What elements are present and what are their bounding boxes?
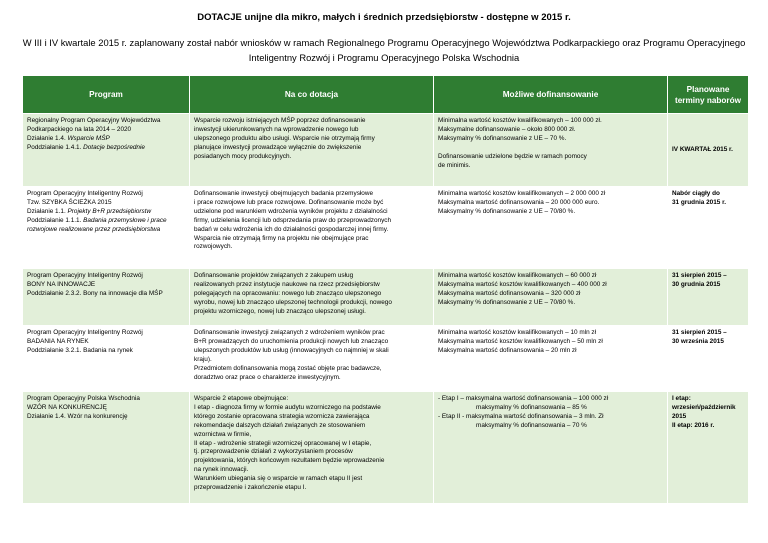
- cell-line: 31 grudnia 2015 r.: [672, 198, 726, 206]
- cell-line: Maksymalna wartość dofinansowania – 20 mln zł: [438, 346, 577, 354]
- grants-table: [22, 75, 749, 504]
- cell-line: 30 września 2015: [672, 337, 724, 345]
- cell-line: posiadanych mocy produkcyjnych.: [194, 152, 292, 160]
- table-header-row: [23, 76, 749, 114]
- purpose-cell: [190, 392, 434, 504]
- cell-line: Dofinansowanie projektów związanych z zakupem usług: [194, 272, 354, 279]
- cell-line: BONY NA INNOWACJE: [27, 280, 96, 288]
- spacer: [438, 144, 663, 153]
- program-cell: [23, 392, 190, 504]
- cell-line: Regionalny Program Operacyjny Województwa: [27, 117, 161, 124]
- funding-cell: [434, 187, 668, 269]
- cell-line: II etap: 2016 r.: [672, 421, 715, 429]
- purpose-cell: [190, 269, 434, 326]
- cell-line: - Etap II - maksymalna wartość dofinansowania – 3 mln. Zł: [438, 412, 604, 420]
- cell-line: badań w celu wdrożenia ich do działalności gospodarczej innej firmy.: [194, 225, 389, 233]
- cell-line: Minimalna wartość kosztów kwalifikowanych – 2 000 000 zł: [438, 190, 606, 197]
- cell-line: Podkarpackiego na lata 2014 – 2020: [27, 125, 132, 133]
- cell-line: Działanie 1.4. Wzór na konkurencję: [27, 412, 128, 420]
- program-cell: [23, 114, 190, 187]
- cell-line: polegających na opracowaniu: nowego lub znacząco ulepszonego: [194, 289, 382, 297]
- cell-line: [27, 144, 185, 153]
- cell-line: którego zostanie opracowana strategia wzornicza zawierająca: [194, 412, 370, 420]
- header-schedule-line-2: terminy naborów: [675, 95, 741, 105]
- header-schedule: [668, 76, 749, 114]
- cell-line: udzielone pod warunkiem wdrożenia wyników projektu z działalności: [194, 207, 388, 215]
- schedule-cell: [668, 187, 749, 269]
- cell-line: Dofinansowanie inwestycji związanych z wdrożeniem wyników prac: [194, 329, 385, 336]
- cell-line: de minimis.: [438, 161, 471, 169]
- cell-line: doradztwo oraz prace o charakterze inwestycyjnym.: [194, 373, 341, 381]
- cell-line: Wsparcia nie otrzymają firmy na projektu nie obejmujące prac: [194, 234, 369, 242]
- cell-line: [27, 208, 185, 217]
- schedule-cell: [668, 114, 749, 187]
- cell-line: Dofinansowanie inwestycji obejmujących badania przemysłowe: [194, 190, 374, 197]
- cell-line-prefix: Poddziałanie 1.1.1.: [27, 216, 84, 224]
- cell-line: IV KWARTAŁ 2015 r.: [672, 146, 733, 154]
- schedule-cell: [668, 392, 749, 504]
- header-program: Program: [23, 76, 190, 114]
- cell-line-prefix: Działanie 1.4.: [27, 134, 68, 142]
- schedule-cell: [668, 326, 749, 392]
- cell-line: - Etap I – maksymalna wartość dofinansowania – 100 000 zł: [438, 395, 609, 402]
- table-row: [23, 269, 749, 326]
- cell-line: WZÓR NA KONKURENCJĘ: [27, 403, 107, 411]
- cell-line: ulepszonego produktu albo usługi. Wsparcie nie otrzymają firmy: [194, 134, 375, 142]
- table-row: [23, 326, 749, 392]
- cell-line: projektu wzorniczego, nowej lub znacząco ulepszonej usługi.: [194, 307, 366, 315]
- cell-line: inwestycji ukierunkowanych na wprowadzenie nowego lub: [194, 125, 359, 133]
- cell-line-italic: Badania przemysłowe i prace: [83, 216, 167, 224]
- funding-cell: [434, 269, 668, 326]
- purpose-cell: [190, 326, 434, 392]
- cell-line: Minimalna wartość kosztów kwalifikowanych – 60 000 zł: [438, 272, 597, 279]
- cell-line: wyrobu, nowej lub znacząco ulepszonej technologii produkcji, nowego: [194, 298, 392, 306]
- cell-line: Tzw. SZYBKA ŚCIEŻKA 2015: [27, 198, 112, 206]
- cell-line: Poddziałanie 3.2.1. Badania na rynek: [27, 346, 133, 354]
- cell-line: Wsparcie rozwoju istniejących MŚP poprzez dofinansowanie: [194, 117, 366, 124]
- cell-line: Nabór ciągły do: [672, 190, 720, 197]
- cell-line: maksymalny % dofinansowania – 70 %: [476, 421, 587, 429]
- cell-line: II etap - wdrożenie strategii wzorniczej opracowanej w I etapie,: [194, 439, 372, 447]
- cell-line: Program Operacyjny Inteligentny Rozwój: [27, 272, 143, 279]
- table-row: [23, 392, 749, 504]
- cell-line-italic: Projekty B+R przedsiębiorstw: [67, 207, 152, 215]
- funding-cell: [434, 326, 668, 392]
- funding-cell: [434, 392, 668, 504]
- cell-line: Minimalna wartość kosztów kwalifikowanych – 100 000 zł.: [438, 117, 602, 124]
- subtitle-line-1: W III i IV kwartale 2015 r. zaplanowany został nabór wniosków w ramach Regionalnego Programu Operacyjnego Województwa Podkarpackiego oraz Programu Operacyjnego: [22, 37, 746, 48]
- cell-line: rozwojowych.: [194, 243, 233, 251]
- cell-line: kraju).: [194, 355, 212, 363]
- cell-line: Maksymalna wartość kosztów kwalifikowanych – 400 000 zł: [438, 280, 607, 288]
- program-cell: [23, 269, 190, 326]
- cell-line: Maksymalna wartość kosztów kwalifikowanych – 50 mln zł: [438, 337, 603, 345]
- cell-line: Warunkiem ubiegania się o wsparcie w ramach etapu II jest: [194, 475, 363, 483]
- header-schedule-line-1: Planowane: [686, 84, 730, 94]
- cell-line: ulepszonych produktów lub usług (innowacyjnych co najmniej w skali: [194, 346, 389, 354]
- table-row: [23, 114, 749, 187]
- cell-line: BADANIA NA RYNEK: [27, 337, 89, 345]
- cell-line: Maksymalna wartość dofinansowania – 20 000 000 euro.: [438, 198, 600, 206]
- cell-line: 31 sierpień 2015 –: [672, 329, 727, 336]
- cell-line: Program Operacyjny Inteligentny Rozwój: [27, 329, 143, 336]
- purpose-cell: [190, 114, 434, 187]
- cell-line: [27, 217, 185, 226]
- cell-line-italic: Dotacje bezpośrednie: [83, 143, 145, 151]
- program-cell: [23, 326, 190, 392]
- cell-line: Maksymalny % dofinansowanie z UE – 70 %.: [438, 134, 567, 142]
- cell-line: wzornictwa w firmie,: [194, 430, 252, 438]
- subtitle-line-2: Inteligentny Rozwój i Programu Operacyjnego Polska Wschodnia: [248, 52, 520, 63]
- cell-line: Poddziałanie 2.3.2. Bony na innowacje dla MŚP: [27, 289, 163, 297]
- cell-line-italic: Wsparcie MŚP: [67, 134, 110, 142]
- schedule-cell: [668, 269, 749, 326]
- cell-line: wrzesień/październik: [672, 403, 736, 411]
- cell-line: rozwojowe realizowane przez przedsiębiorstwa: [27, 225, 161, 233]
- cell-line: Przedmiotem dofinansowania mogą zostać objęte prac badawcze,: [194, 364, 382, 372]
- cell-line: Maksymalne dofinansowanie – około 800 000 zł.: [438, 125, 576, 133]
- cell-line: na rynek innowacji.: [194, 466, 249, 474]
- document-title: DOTACJE unijne dla mikro, małych i średnich przedsiębiorstw - dostępne w 2015 r.: [197, 12, 571, 23]
- cell-line: projektowania, których końcowym rezultatem będzie wprowadzenie: [194, 457, 385, 465]
- purpose-cell: [190, 187, 434, 269]
- table-row: [23, 187, 749, 269]
- cell-line: firmy, udzielenia licencji lub odsprzedania praw do przeprowadzonych: [194, 216, 392, 224]
- cell-line-prefix: Poddziałanie 1.4.1.: [27, 143, 84, 151]
- cell-line: Minimalna wartość kosztów kwalifikowanych – 10 mln zł: [438, 329, 597, 336]
- cell-line: przeprowadzenie i zakończenie etapu I.: [194, 484, 307, 492]
- cell-line-prefix: Działanie 1.1.: [27, 207, 68, 215]
- cell-line: rekomendacje dalszych działań związanych ze stosowaniem: [194, 421, 366, 429]
- document-subtitle: [20, 35, 748, 65]
- cell-line: Maksymalna wartość dofinansowania – 320 000 zł: [438, 289, 581, 297]
- cell-line: 2015: [672, 412, 687, 420]
- cell-line: Program Operacyjny Inteligentny Rozwój: [27, 190, 143, 197]
- cell-line: maksymalny % dofinansowania – 85 %: [476, 403, 587, 411]
- header-purpose: Na co dotacja: [190, 76, 434, 114]
- cell-line: realizowanych przez instytucje naukowe na rzecz przedsiębiorstw: [194, 280, 380, 288]
- header-funding: Możliwe dofinansowanie: [434, 76, 668, 114]
- funding-cell: [434, 114, 668, 187]
- cell-line: Program Operacyjny Polska Wschodnia: [27, 395, 140, 402]
- cell-line: 30 grudnia 2015: [672, 280, 721, 288]
- cell-line: B+R prowadzących do uruchomienia produkcji nowych lub znacząco: [194, 337, 389, 345]
- cell-line: Maksymalny % dofinansowanie z UE – 70/80 %.: [438, 298, 576, 306]
- cell-line: tj. przeprowadzenie działań z wykorzystaniem procesów: [194, 448, 353, 456]
- cell-line: [27, 135, 185, 144]
- cell-line: Wsparcie 2 etapowe obejmujące:: [194, 395, 289, 402]
- cell-line: Dofinansowanie udzielone będzie w ramach pomocy: [438, 152, 587, 160]
- program-cell: [23, 187, 190, 269]
- cell-line: I etap - diagnoza firmy w formie audytu wzorniczego na podstawie: [194, 403, 381, 411]
- cell-line: planujące inwestycji prowadzące wyłącznie do zwiększenie: [194, 143, 362, 151]
- cell-line: Maksymalny % dofinansowanie z UE – 70/80 %.: [438, 207, 576, 215]
- cell-line: I etap:: [672, 395, 691, 402]
- cell-line: 31 sierpień 2015 –: [672, 272, 727, 279]
- cell-line: i prace rozwojowe lub prace rozwojowe. Dofinansowanie może być: [194, 198, 384, 206]
